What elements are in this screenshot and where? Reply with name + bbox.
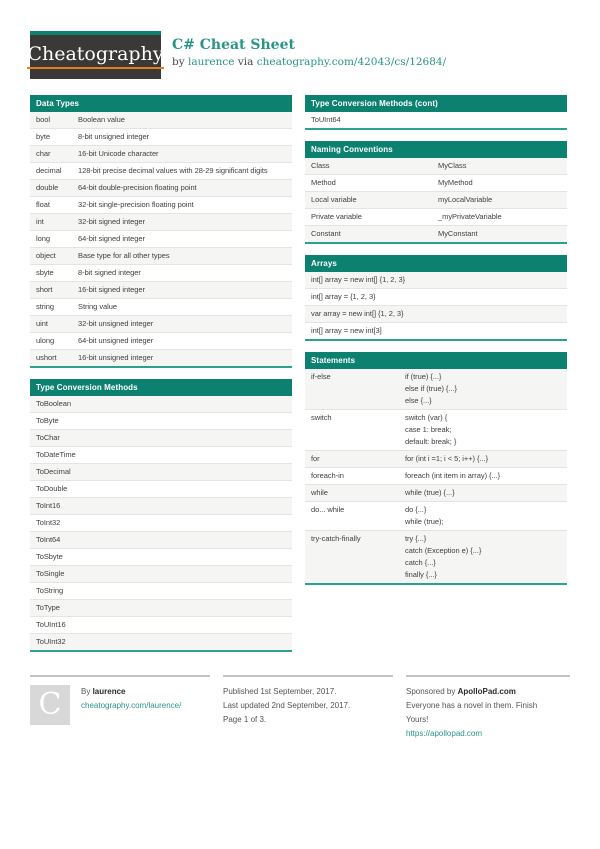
row-value: [36, 483, 290, 495]
value-line: if (true) {...}: [405, 372, 442, 381]
row-key: string: [36, 302, 55, 311]
table-row: [305, 174, 567, 191]
byline-prefix: by: [172, 56, 185, 68]
row-key: sbyte: [36, 268, 54, 277]
value-line: 32-bit single-precision floating point: [78, 200, 194, 209]
value-line: ToByte: [36, 416, 59, 425]
table-row: [305, 530, 567, 583]
row-value: [36, 585, 290, 597]
footer-author-block: [30, 675, 210, 741]
value-line: 8-bit unsigned integer: [78, 132, 150, 141]
list-item: [30, 599, 292, 616]
value-line: ToDecimal: [36, 467, 71, 476]
value-line: try {...}: [405, 534, 427, 543]
row-key: Method: [311, 178, 336, 187]
list-item: [30, 616, 292, 633]
row-value: [36, 517, 290, 529]
page-number: Page 1 of 3.: [223, 715, 267, 724]
value-line: ToInt32: [36, 518, 61, 527]
section-rows: [30, 112, 292, 366]
table-row: [30, 145, 292, 162]
table-row: [305, 467, 567, 484]
table-row: [305, 409, 567, 450]
value-line: ToUInt32: [36, 637, 66, 646]
table-row: [30, 315, 292, 332]
section-rows: [305, 272, 567, 339]
value-line: 32-bit signed integer: [78, 217, 145, 226]
value-line: 16-bit Unicode character: [78, 149, 159, 158]
table-row: [305, 158, 567, 174]
list-item: [30, 446, 292, 463]
section-title: Data Types: [30, 95, 292, 112]
row-value: [405, 470, 565, 482]
row-key: try-catch-finally: [311, 534, 361, 543]
list-item: [30, 565, 292, 582]
section-title: Type Conversion Methods (cont): [305, 95, 567, 112]
row-value: [78, 182, 290, 194]
row-value: [78, 165, 290, 177]
value-line: else if (true) {...}: [405, 384, 457, 393]
row-key: foreach-in: [311, 471, 344, 480]
row-value: [36, 619, 290, 631]
section-title: Statements: [305, 352, 567, 369]
sheet-columns: [0, 79, 600, 663]
row-value: [311, 291, 565, 303]
list-item: [30, 463, 292, 480]
value-line: default: break; }: [405, 437, 457, 446]
value-line: for (int i =1; i < 5; i++) {...}: [405, 454, 489, 463]
row-value: [405, 453, 565, 465]
row-key: Private variable: [311, 212, 362, 221]
footer-author-name: laurence: [92, 687, 126, 696]
sponsor-name: ApolloPad.com: [457, 687, 516, 696]
value-line: int[] array = new int[] {1, 2, 3}: [311, 275, 406, 284]
footer-sponsor-block: [406, 675, 570, 741]
sponsor-prefix: Sponsored by: [406, 687, 456, 696]
row-value: [36, 551, 290, 563]
value-line: finally {...}: [405, 570, 437, 579]
value-line: 64-bit signed integer: [78, 234, 145, 243]
value-line: case 1: break;: [405, 425, 452, 434]
page-title: C# Cheat Sheet: [172, 37, 295, 53]
row-value: [438, 211, 565, 223]
value-line: foreach (int item in array) {...}: [405, 471, 501, 480]
table-row: [305, 208, 567, 225]
sponsor-tagline-2: Yours!: [406, 715, 429, 724]
cheatography-logo[interactable]: [27, 31, 164, 79]
footer-by-line: [81, 685, 181, 699]
row-value: [78, 148, 290, 160]
footer: [0, 675, 600, 741]
row-value: [36, 568, 290, 580]
row-value: [36, 415, 290, 427]
row-value: [78, 352, 290, 364]
row-value: [36, 636, 290, 648]
list-item: [30, 497, 292, 514]
byline: [172, 56, 446, 68]
row-value: [311, 114, 565, 126]
row-key: ushort: [36, 353, 57, 362]
row-key: for: [311, 454, 320, 463]
row-value: [405, 371, 565, 407]
value-line: MyClass: [438, 161, 467, 170]
row-key: long: [36, 234, 50, 243]
section-rows: [305, 158, 567, 242]
row-key: while: [311, 488, 328, 497]
row-value: [78, 284, 290, 296]
avatar-letter: C: [38, 687, 62, 722]
value-line: ToSingle: [36, 569, 65, 578]
section-title: Naming Conventions: [305, 141, 567, 158]
list-item: [30, 582, 292, 599]
list-item: [305, 322, 567, 339]
value-line: ToString: [36, 586, 64, 595]
row-value: [78, 233, 290, 245]
row-value: [405, 504, 565, 528]
sponsor-link[interactable]: https://apollopad.com: [406, 729, 483, 738]
footer-author-link[interactable]: cheatography.com/laurence/: [81, 701, 182, 710]
value-line: 16-bit signed integer: [78, 285, 145, 294]
table-row: [305, 484, 567, 501]
table-row: [305, 501, 567, 530]
value-line: _myPrivateVariable: [438, 212, 502, 221]
row-value: [78, 267, 290, 279]
value-line: ToInt16: [36, 501, 61, 510]
table-row: [30, 230, 292, 247]
list-item: [30, 633, 292, 650]
row-value: [311, 325, 565, 337]
value-line: String value: [78, 302, 118, 311]
published-date: Published 1st September, 2017.: [223, 687, 337, 696]
cheatography-logo-text: Cheatography: [27, 45, 163, 69]
row-key: object: [36, 251, 56, 260]
row-value: [78, 131, 290, 143]
list-item: [30, 412, 292, 429]
table-row: [30, 213, 292, 230]
section-title: Type Conversion Methods: [30, 379, 292, 396]
value-line: ToType: [36, 603, 60, 612]
list-item: [30, 480, 292, 497]
value-line: 16-bit unsigned integer: [78, 353, 154, 362]
row-key: short: [36, 285, 53, 294]
value-line: 64-bit double-precision floating point: [78, 183, 197, 192]
row-key: switch: [311, 413, 332, 422]
value-line: ToUInt16: [36, 620, 66, 629]
table-row: [30, 281, 292, 298]
value-line: else {...}: [405, 396, 432, 405]
section-type-conversion-methods: [30, 379, 292, 652]
row-value: [78, 114, 290, 126]
sheet-url-link[interactable]: cheatography.com/42043/cs/12684/: [256, 56, 447, 68]
list-item: [30, 396, 292, 412]
value-line: ToSbyte: [36, 552, 63, 561]
value-line: ToChar: [36, 433, 60, 442]
left-column: [30, 95, 292, 663]
row-value: [405, 487, 565, 499]
table-row: [30, 349, 292, 366]
row-value: [438, 160, 565, 172]
row-value: [78, 250, 290, 262]
list-item: [30, 548, 292, 565]
row-key: decimal: [36, 166, 62, 175]
author-link[interactable]: laurence: [188, 56, 235, 68]
byline-via: via: [237, 56, 254, 68]
table-row: [30, 264, 292, 281]
table-row: [305, 191, 567, 208]
row-value: [36, 398, 290, 410]
list-item: [30, 429, 292, 446]
title-block: [172, 31, 446, 68]
section-rows: [305, 369, 567, 583]
value-line: int[] array = new int[3]: [311, 326, 382, 335]
section-naming-conventions: [305, 141, 567, 244]
row-key: bool: [36, 115, 50, 124]
sponsor-line: [406, 685, 570, 699]
table-row: [30, 179, 292, 196]
section-arrays: [305, 255, 567, 341]
section-rows: [305, 112, 567, 128]
sponsor-tagline-1: Everyone has a novel in them. Finish: [406, 701, 538, 710]
row-value: [311, 274, 565, 286]
table-row: [30, 112, 292, 128]
table-row: [30, 128, 292, 145]
row-key: float: [36, 200, 50, 209]
row-key: uint: [36, 319, 48, 328]
row-value: [36, 449, 290, 461]
section-title: Arrays: [305, 255, 567, 272]
value-line: ToInt64: [36, 535, 61, 544]
row-key: double: [36, 183, 59, 192]
value-line: switch (var) {: [405, 413, 448, 422]
row-value: [438, 228, 565, 240]
row-key: Class: [311, 161, 330, 170]
table-row: [305, 369, 567, 409]
section-statements: [305, 352, 567, 585]
value-line: 32-bit unsigned integer: [78, 319, 154, 328]
value-line: ToDateTime: [36, 450, 76, 459]
section-type-conversion-methods-cont: [305, 95, 567, 130]
row-value: [405, 412, 565, 448]
footer-author-text: [81, 685, 181, 741]
value-line: ToUInt64: [311, 115, 341, 124]
row-key: int: [36, 217, 44, 226]
value-line: Boolean value: [78, 115, 125, 124]
row-value: [78, 318, 290, 330]
row-value: [78, 216, 290, 228]
section-rows: [30, 396, 292, 650]
row-value: [405, 533, 565, 581]
value-line: 128-bit precise decimal values with 28-29 significant digits: [78, 166, 268, 175]
list-item: [305, 112, 567, 128]
row-value: [311, 308, 565, 320]
row-key: char: [36, 149, 51, 158]
table-row: [30, 196, 292, 213]
row-value: [438, 194, 565, 206]
row-value: [36, 500, 290, 512]
author-avatar[interactable]: [30, 685, 70, 725]
value-line: MyMethod: [438, 178, 473, 187]
header: [0, 0, 600, 79]
row-value: [78, 301, 290, 313]
value-line: while (true);: [405, 517, 444, 526]
row-value: [36, 534, 290, 546]
list-item: [305, 288, 567, 305]
row-key: ulong: [36, 336, 55, 345]
row-key: do... while: [311, 505, 345, 514]
value-line: 8-bit signed integer: [78, 268, 141, 277]
row-key: if-else: [311, 372, 331, 381]
row-value: [36, 466, 290, 478]
value-line: myLocalVariable: [438, 195, 493, 204]
updated-date: Last updated 2nd September, 2017.: [223, 701, 351, 710]
table-row: [30, 298, 292, 315]
row-value: [78, 335, 290, 347]
footer-publish-block: [223, 675, 393, 741]
table-row: [305, 450, 567, 467]
right-column: [305, 95, 567, 596]
table-row: [30, 162, 292, 179]
list-item: [30, 531, 292, 548]
row-value: [438, 177, 565, 189]
value-line: 64-bit unsigned integer: [78, 336, 154, 345]
value-line: int[] array = {1, 2, 3}: [311, 292, 376, 301]
value-line: do {...}: [405, 505, 427, 514]
value-line: catch {...}: [405, 558, 436, 567]
row-value: [36, 432, 290, 444]
row-key: Local variable: [311, 195, 357, 204]
table-row: [30, 247, 292, 264]
row-key: Constant: [311, 229, 341, 238]
value-line: Base type for all other types: [78, 251, 170, 260]
list-item: [305, 272, 567, 288]
table-row: [30, 332, 292, 349]
value-line: ToBoolean: [36, 399, 71, 408]
row-key: byte: [36, 132, 50, 141]
value-line: var array = new int[] {1, 2, 3}: [311, 309, 404, 318]
value-line: ToDouble: [36, 484, 68, 493]
value-line: MyConstant: [438, 229, 478, 238]
footer-by-word: By: [81, 687, 91, 696]
list-item: [30, 514, 292, 531]
value-line: while (true) {...}: [405, 488, 455, 497]
list-item: [305, 305, 567, 322]
table-row: [305, 225, 567, 242]
row-value: [36, 602, 290, 614]
value-line: catch (Exception e) {...}: [405, 546, 482, 555]
row-value: [78, 199, 290, 211]
section-data-types: [30, 95, 292, 368]
